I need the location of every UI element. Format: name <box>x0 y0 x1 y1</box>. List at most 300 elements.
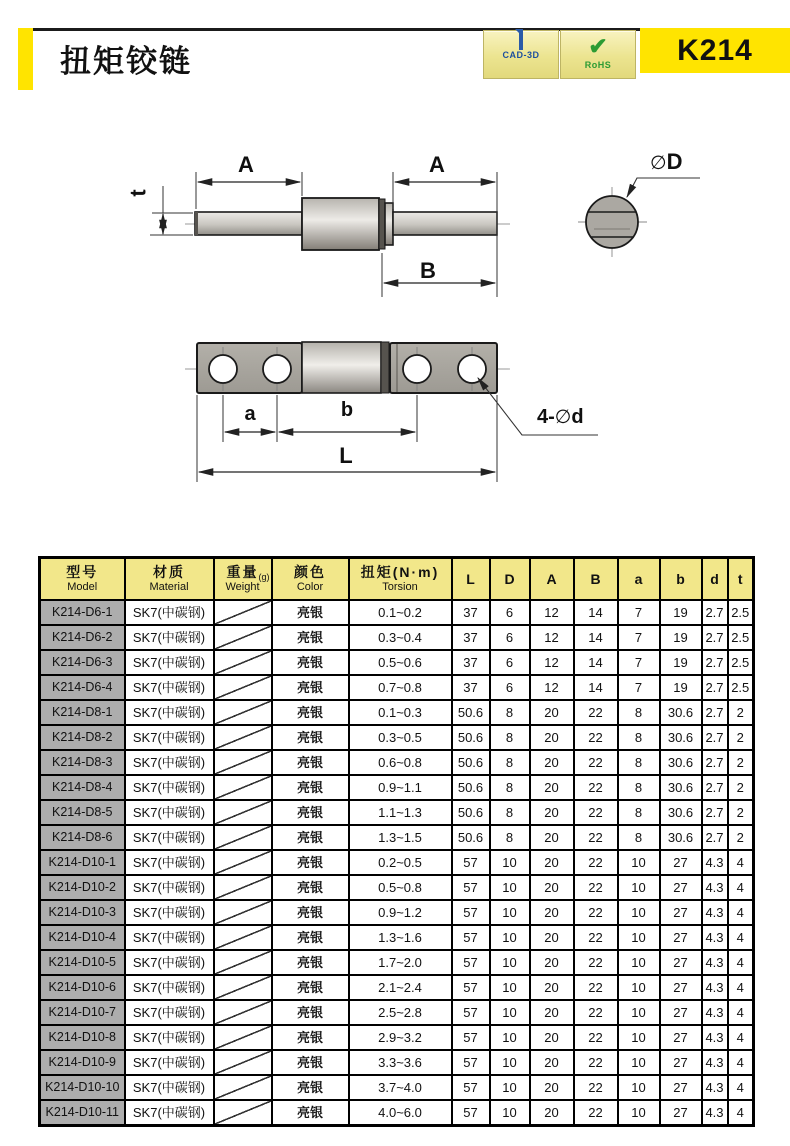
cad-3d-badge-label: CAD-3D <box>502 50 540 60</box>
cell-A: 20 <box>530 725 574 750</box>
cell-t: 2 <box>728 725 754 750</box>
cell-D: 10 <box>490 1000 530 1025</box>
cell-color: 亮银 <box>272 800 349 825</box>
cell-material: SK7(中碳钢) <box>125 1025 214 1050</box>
table-row <box>40 675 754 700</box>
column-header-a: a <box>618 558 660 601</box>
cell-weight <box>214 650 272 675</box>
cell-b: 27 <box>660 1050 702 1075</box>
cell-L: 50.6 <box>452 775 490 800</box>
cell-d: 2.7 <box>702 600 728 625</box>
cell-d: 4.3 <box>702 875 728 900</box>
cell-d: 4.3 <box>702 1000 728 1025</box>
cell-color: 亮银 <box>272 775 349 800</box>
cell-color: 亮银 <box>272 700 349 725</box>
cell-b: 27 <box>660 1100 702 1126</box>
cell-d: 2.7 <box>702 625 728 650</box>
column-header-A: A <box>530 558 574 601</box>
cell-model: K214-D8-2 <box>40 725 125 750</box>
cell-t: 4 <box>728 1100 754 1126</box>
cell-B: 14 <box>574 625 618 650</box>
cell-a: 8 <box>618 750 660 775</box>
cell-D: 8 <box>490 700 530 725</box>
cell-model: K214-D6-2 <box>40 625 125 650</box>
cell-model: K214-D8-6 <box>40 825 125 850</box>
cell-torsion: 1.1~1.3 <box>349 800 452 825</box>
cell-model: K214-D10-7 <box>40 1000 125 1025</box>
table-row <box>40 1050 754 1075</box>
cell-a: 10 <box>618 900 660 925</box>
cell-t: 2 <box>728 775 754 800</box>
cell-t: 2 <box>728 750 754 775</box>
part-code-box: K214 <box>640 28 790 73</box>
cell-color: 亮银 <box>272 675 349 700</box>
cell-torsion: 1.3~1.6 <box>349 925 452 950</box>
table-row <box>40 1000 754 1025</box>
cell-d: 4.3 <box>702 850 728 875</box>
cell-B: 14 <box>574 650 618 675</box>
cell-D: 8 <box>490 750 530 775</box>
table-row <box>40 900 754 925</box>
cell-L: 57 <box>452 975 490 1000</box>
column-header-b: b <box>660 558 702 601</box>
cell-a: 7 <box>618 675 660 700</box>
cell-B: 22 <box>574 1050 618 1075</box>
cell-B: 22 <box>574 875 618 900</box>
cell-color: 亮银 <box>272 1075 349 1100</box>
cell-color: 亮银 <box>272 750 349 775</box>
cell-weight <box>214 950 272 975</box>
cell-b: 30.6 <box>660 725 702 750</box>
cell-b: 27 <box>660 1025 702 1050</box>
cell-weight <box>214 1075 272 1100</box>
cell-a: 8 <box>618 825 660 850</box>
cell-torsion: 0.5~0.6 <box>349 650 452 675</box>
cell-D: 10 <box>490 1050 530 1075</box>
dim-label-diameter <box>650 149 682 175</box>
cell-a: 7 <box>618 600 660 625</box>
cell-D: 6 <box>490 600 530 625</box>
cell-b: 27 <box>660 925 702 950</box>
cell-A: 20 <box>530 950 574 975</box>
cell-L: 50.6 <box>452 825 490 850</box>
table-row <box>40 750 754 775</box>
diameter-letter: D <box>666 149 683 174</box>
cell-model: K214-D10-8 <box>40 1025 125 1050</box>
cell-material: SK7(中碳钢) <box>125 1075 214 1100</box>
cell-color: 亮银 <box>272 650 349 675</box>
cell-model: K214-D8-4 <box>40 775 125 800</box>
cell-color: 亮银 <box>272 725 349 750</box>
cell-material: SK7(中碳钢) <box>125 725 214 750</box>
cell-d: 2.7 <box>702 750 728 775</box>
cell-b: 27 <box>660 950 702 975</box>
cell-b: 30.6 <box>660 700 702 725</box>
cell-d: 2.7 <box>702 700 728 725</box>
cell-b: 30.6 <box>660 825 702 850</box>
cell-B: 22 <box>574 975 618 1000</box>
cell-t: 2.5 <box>728 600 754 625</box>
cell-B: 22 <box>574 1075 618 1100</box>
cell-material: SK7(中碳钢) <box>125 875 214 900</box>
cell-d: 2.7 <box>702 775 728 800</box>
cell-torsion: 4.0~6.0 <box>349 1100 452 1126</box>
dim-label-b-side: B <box>420 258 436 283</box>
cell-B: 22 <box>574 925 618 950</box>
cell-A: 20 <box>530 750 574 775</box>
cell-L: 50.6 <box>452 800 490 825</box>
cell-material: SK7(中碳钢) <box>125 700 214 725</box>
cell-A: 12 <box>530 650 574 675</box>
cell-weight <box>214 825 272 850</box>
cell-A: 20 <box>530 1000 574 1025</box>
cell-A: 20 <box>530 975 574 1000</box>
cell-material: SK7(中碳钢) <box>125 775 214 800</box>
cell-material: SK7(中碳钢) <box>125 825 214 850</box>
cell-model: K214-D10-4 <box>40 925 125 950</box>
cell-weight <box>214 750 272 775</box>
table-row <box>40 1025 754 1050</box>
cell-material: SK7(中碳钢) <box>125 925 214 950</box>
cell-b: 19 <box>660 625 702 650</box>
dim-label-holes <box>537 406 584 429</box>
cell-B: 22 <box>574 700 618 725</box>
cell-weight <box>214 925 272 950</box>
cell-A: 12 <box>530 625 574 650</box>
cell-D: 10 <box>490 850 530 875</box>
cell-d: 4.3 <box>702 1025 728 1050</box>
cell-D: 10 <box>490 1075 530 1100</box>
cell-D: 10 <box>490 1025 530 1050</box>
cell-material: SK7(中碳钢) <box>125 850 214 875</box>
cell-model: K214-D10-11 <box>40 1100 125 1126</box>
cell-B: 22 <box>574 900 618 925</box>
cell-torsion: 0.9~1.2 <box>349 900 452 925</box>
dim-label-b-top: b <box>340 399 354 421</box>
rohs-check-icon: ✔ <box>588 33 608 59</box>
table-row <box>40 875 754 900</box>
cell-material: SK7(中碳钢) <box>125 1000 214 1025</box>
table-row <box>40 850 754 875</box>
cell-B: 22 <box>574 850 618 875</box>
cell-D: 10 <box>490 900 530 925</box>
column-header-d: d <box>702 558 728 601</box>
cell-torsion: 2.5~2.8 <box>349 1000 452 1025</box>
dim-label-a-top: a <box>244 403 256 425</box>
cell-torsion: 2.1~2.4 <box>349 975 452 1000</box>
cell-b: 19 <box>660 600 702 625</box>
cell-b: 30.6 <box>660 800 702 825</box>
cell-L: 50.6 <box>452 725 490 750</box>
dim-label-a-left: A <box>238 152 254 177</box>
cell-B: 22 <box>574 725 618 750</box>
cell-L: 57 <box>452 1075 490 1100</box>
cell-color: 亮银 <box>272 1000 349 1025</box>
cell-material: SK7(中碳钢) <box>125 600 214 625</box>
table-row <box>40 650 754 675</box>
side-view-drawing <box>130 145 710 315</box>
cell-t: 4 <box>728 1000 754 1025</box>
table-row <box>40 1100 754 1126</box>
cell-a: 10 <box>618 975 660 1000</box>
cell-a: 8 <box>618 700 660 725</box>
cell-t: 4 <box>728 1075 754 1100</box>
cell-D: 8 <box>490 800 530 825</box>
holes-count-prefix: 4- <box>537 406 555 428</box>
cell-torsion: 0.3~0.5 <box>349 725 452 750</box>
cell-L: 57 <box>452 900 490 925</box>
cell-d: 2.7 <box>702 650 728 675</box>
cell-L: 57 <box>452 1050 490 1075</box>
cell-A: 20 <box>530 1100 574 1126</box>
cell-t: 4 <box>728 975 754 1000</box>
cell-A: 20 <box>530 1075 574 1100</box>
cell-a: 8 <box>618 800 660 825</box>
cell-weight <box>214 725 272 750</box>
cell-weight <box>214 900 272 925</box>
cell-L: 57 <box>452 1000 490 1025</box>
cell-a: 10 <box>618 1100 660 1126</box>
cell-A: 20 <box>530 700 574 725</box>
cell-D: 8 <box>490 825 530 850</box>
cell-D: 10 <box>490 875 530 900</box>
cell-t: 4 <box>728 925 754 950</box>
table-row <box>40 925 754 950</box>
cell-color: 亮银 <box>272 1100 349 1126</box>
cell-L: 37 <box>452 650 490 675</box>
cell-A: 20 <box>530 775 574 800</box>
cell-torsion: 0.7~0.8 <box>349 675 452 700</box>
table-row <box>40 625 754 650</box>
column-header-L: L <box>452 558 490 601</box>
cell-A: 20 <box>530 900 574 925</box>
cell-color: 亮银 <box>272 1025 349 1050</box>
cell-weight <box>214 800 272 825</box>
cell-L: 37 <box>452 675 490 700</box>
cell-torsion: 2.9~3.2 <box>349 1025 452 1050</box>
cell-model: K214-D10-2 <box>40 875 125 900</box>
cell-material: SK7(中碳钢) <box>125 900 214 925</box>
column-header-model: 型号 Model <box>40 558 125 601</box>
cell-A: 20 <box>530 925 574 950</box>
cell-A: 12 <box>530 600 574 625</box>
cell-B: 22 <box>574 750 618 775</box>
cell-color: 亮银 <box>272 900 349 925</box>
cell-model: K214-D6-4 <box>40 675 125 700</box>
column-header-material: 材质 Material <box>125 558 214 601</box>
cell-L: 57 <box>452 1025 490 1050</box>
cell-weight <box>214 1025 272 1050</box>
cell-weight <box>214 675 272 700</box>
cell-L: 57 <box>452 875 490 900</box>
cell-B: 22 <box>574 825 618 850</box>
cell-a: 8 <box>618 725 660 750</box>
cell-weight <box>214 1000 272 1025</box>
cell-d: 4.3 <box>702 925 728 950</box>
cell-d: 4.3 <box>702 1100 728 1126</box>
cell-model: K214-D6-3 <box>40 650 125 675</box>
cell-L: 57 <box>452 850 490 875</box>
column-header-t: t <box>728 558 754 601</box>
dim-label-t: t <box>125 189 151 197</box>
cell-L: 57 <box>452 1100 490 1126</box>
cell-d: 2.7 <box>702 800 728 825</box>
cell-D: 10 <box>490 1100 530 1126</box>
rohs-badge[interactable] <box>560 30 636 79</box>
cell-L: 37 <box>452 625 490 650</box>
cell-b: 30.6 <box>660 775 702 800</box>
cell-torsion: 0.1~0.3 <box>349 700 452 725</box>
cell-D: 6 <box>490 675 530 700</box>
table-row <box>40 1075 754 1100</box>
cell-t: 2.5 <box>728 650 754 675</box>
cell-t: 4 <box>728 950 754 975</box>
cell-t: 4 <box>728 850 754 875</box>
cell-t: 2 <box>728 825 754 850</box>
cell-b: 27 <box>660 1075 702 1100</box>
cell-model: K214-D10-10 <box>40 1075 125 1100</box>
cell-torsion: 0.3~0.4 <box>349 625 452 650</box>
holes-diameter-letter: d <box>571 406 584 428</box>
column-header-D: D <box>490 558 530 601</box>
table-header-row <box>40 558 754 601</box>
cell-material: SK7(中碳钢) <box>125 950 214 975</box>
cell-b: 19 <box>660 650 702 675</box>
cell-t: 4 <box>728 1025 754 1050</box>
cell-b: 27 <box>660 1000 702 1025</box>
cell-a: 10 <box>618 1050 660 1075</box>
cell-B: 22 <box>574 800 618 825</box>
cell-d: 4.3 <box>702 950 728 975</box>
cell-material: SK7(中碳钢) <box>125 650 214 675</box>
cell-D: 8 <box>490 775 530 800</box>
cell-material: SK7(中碳钢) <box>125 975 214 1000</box>
cell-model: K214-D6-1 <box>40 600 125 625</box>
cell-material: SK7(中碳钢) <box>125 800 214 825</box>
cell-material: SK7(中碳钢) <box>125 675 214 700</box>
cell-t: 2.5 <box>728 675 754 700</box>
cell-model: K214-D8-5 <box>40 800 125 825</box>
cell-d: 2.7 <box>702 725 728 750</box>
cell-A: 20 <box>530 850 574 875</box>
cell-t: 4 <box>728 1050 754 1075</box>
cell-material: SK7(中碳钢) <box>125 625 214 650</box>
cell-model: K214-D10-1 <box>40 850 125 875</box>
cell-a: 7 <box>618 650 660 675</box>
table-row <box>40 600 754 625</box>
cell-B: 14 <box>574 600 618 625</box>
cell-A: 20 <box>530 800 574 825</box>
cad-3d-badge[interactable] <box>483 30 559 79</box>
cell-d: 2.7 <box>702 675 728 700</box>
cell-model: K214-D10-6 <box>40 975 125 1000</box>
cell-weight <box>214 875 272 900</box>
cell-torsion: 3.3~3.6 <box>349 1050 452 1075</box>
cell-B: 14 <box>574 675 618 700</box>
cell-L: 50.6 <box>452 700 490 725</box>
table-row <box>40 725 754 750</box>
cell-torsion: 0.2~0.5 <box>349 850 452 875</box>
cell-d: 2.7 <box>702 825 728 850</box>
cell-model: K214-D8-1 <box>40 700 125 725</box>
cell-t: 4 <box>728 875 754 900</box>
spec-table <box>38 556 755 1127</box>
cell-B: 22 <box>574 1000 618 1025</box>
cell-d: 4.3 <box>702 1075 728 1100</box>
cell-b: 27 <box>660 900 702 925</box>
cell-a: 10 <box>618 875 660 900</box>
cell-color: 亮银 <box>272 975 349 1000</box>
cell-A: 20 <box>530 1025 574 1050</box>
table-row <box>40 775 754 800</box>
cell-weight <box>214 700 272 725</box>
cell-weight <box>214 600 272 625</box>
cell-L: 37 <box>452 600 490 625</box>
cell-color: 亮银 <box>272 925 349 950</box>
cell-torsion: 1.3~1.5 <box>349 825 452 850</box>
cell-material: SK7(中碳钢) <box>125 1050 214 1075</box>
cell-weight <box>214 775 272 800</box>
cell-A: 20 <box>530 825 574 850</box>
cell-torsion: 0.5~0.8 <box>349 875 452 900</box>
cell-b: 19 <box>660 675 702 700</box>
cad-3d-document-icon <box>519 29 523 50</box>
cell-D: 10 <box>490 950 530 975</box>
cell-weight <box>214 975 272 1000</box>
cell-D: 10 <box>490 975 530 1000</box>
cell-B: 22 <box>574 1025 618 1050</box>
table-row <box>40 800 754 825</box>
cell-t: 2.5 <box>728 625 754 650</box>
cell-L: 57 <box>452 925 490 950</box>
cell-color: 亮银 <box>272 950 349 975</box>
cell-b: 27 <box>660 975 702 1000</box>
dim-label-a-right: A <box>429 152 445 177</box>
cell-a: 10 <box>618 1025 660 1050</box>
cell-A: 12 <box>530 675 574 700</box>
cell-color: 亮银 <box>272 625 349 650</box>
cell-b: 27 <box>660 875 702 900</box>
cell-D: 8 <box>490 725 530 750</box>
cell-b: 30.6 <box>660 750 702 775</box>
cell-color: 亮银 <box>272 875 349 900</box>
cell-material: SK7(中碳钢) <box>125 1100 214 1126</box>
cell-b: 27 <box>660 850 702 875</box>
cell-d: 4.3 <box>702 1050 728 1075</box>
cell-color: 亮银 <box>272 825 349 850</box>
table-body <box>40 600 754 1126</box>
cell-color: 亮银 <box>272 600 349 625</box>
cell-d: 4.3 <box>702 900 728 925</box>
cell-A: 20 <box>530 1050 574 1075</box>
cell-B: 22 <box>574 775 618 800</box>
table-row <box>40 950 754 975</box>
column-header-weight: 重量 Weight (g) <box>214 558 272 601</box>
cell-a: 7 <box>618 625 660 650</box>
table-row <box>40 825 754 850</box>
cell-torsion: 3.7~4.0 <box>349 1075 452 1100</box>
table-row <box>40 975 754 1000</box>
cell-t: 4 <box>728 900 754 925</box>
cell-torsion: 0.1~0.2 <box>349 600 452 625</box>
cell-a: 10 <box>618 1075 660 1100</box>
cell-weight <box>214 1050 272 1075</box>
cell-model: K214-D10-9 <box>40 1050 125 1075</box>
page-title: 扭矩铰链 <box>60 44 192 79</box>
cell-t: 2 <box>728 700 754 725</box>
table-row <box>40 700 754 725</box>
rohs-badge-label: RoHS <box>584 60 612 70</box>
